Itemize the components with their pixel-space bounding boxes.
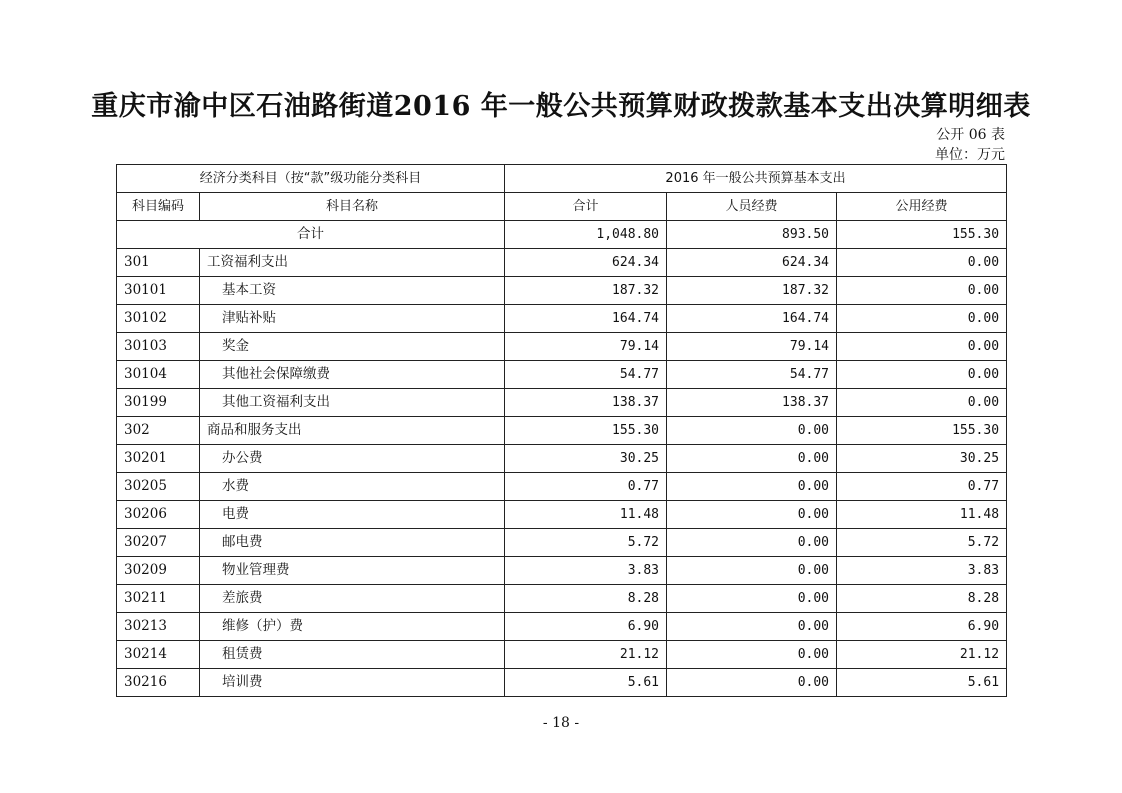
table-row [117,501,1007,529]
table-row [117,277,1007,305]
total-row-personnel: 893.50 [667,221,837,249]
cell-public: 21.12 [837,641,1007,669]
cell-name: 邮电费 [200,529,505,557]
cell-public: 3.83 [837,557,1007,585]
cell-total: 187.32 [505,277,667,305]
cell-total: 5.61 [505,669,667,697]
table-code: 公开 06 表 [936,127,1005,143]
group-header-row [117,165,1007,193]
cell-code: 30102 [117,305,200,333]
cell-total: 0.77 [505,473,667,501]
cell-total: 8.28 [505,585,667,613]
table-body [117,165,1007,697]
cell-code: 30199 [117,389,200,417]
cell-code: 30101 [117,277,200,305]
group-header-expenditure: 2016 年一般公共预算基本支出 [505,165,1007,193]
cell-total: 5.72 [505,529,667,557]
cell-total: 6.90 [505,613,667,641]
cell-public: 0.00 [837,277,1007,305]
cell-total: 30.25 [505,445,667,473]
cell-code: 30201 [117,445,200,473]
cell-public: 0.00 [837,361,1007,389]
cell-personnel: 0.00 [667,613,837,641]
table-row [117,389,1007,417]
cell-total: 21.12 [505,641,667,669]
cell-name: 维修（护）费 [200,613,505,641]
table-row [117,249,1007,277]
cell-personnel: 138.37 [667,389,837,417]
table-row [117,445,1007,473]
cell-personnel: 624.34 [667,249,837,277]
cell-code: 30216 [117,669,200,697]
cell-name: 办公费 [200,445,505,473]
cell-code: 30103 [117,333,200,361]
cell-total: 3.83 [505,557,667,585]
cell-total: 164.74 [505,305,667,333]
cell-name: 租赁费 [200,641,505,669]
cell-name: 其他工资福利支出 [200,389,505,417]
column-header-code: 科目编码 [117,193,200,221]
cell-code: 30205 [117,473,200,501]
cell-name: 电费 [200,501,505,529]
cell-personnel: 0.00 [667,445,837,473]
cell-public: 8.28 [837,585,1007,613]
cell-total: 624.34 [505,249,667,277]
cell-personnel: 164.74 [667,305,837,333]
cell-personnel: 0.00 [667,529,837,557]
cell-total: 155.30 [505,417,667,445]
cell-personnel: 0.00 [667,501,837,529]
cell-public: 6.90 [837,613,1007,641]
cell-personnel: 0.00 [667,669,837,697]
cell-personnel: 0.00 [667,641,837,669]
cell-total: 54.77 [505,361,667,389]
table-row [117,417,1007,445]
cell-code: 30214 [117,641,200,669]
cell-personnel: 54.77 [667,361,837,389]
total-row-label: 合计 [117,221,505,249]
table-row [117,613,1007,641]
total-row-public: 155.30 [837,221,1007,249]
cell-name: 津贴补贴 [200,305,505,333]
table-row [117,669,1007,697]
table-row [117,473,1007,501]
table-row [117,585,1007,613]
page-number: - 18 - [542,715,580,731]
table-row [117,333,1007,361]
cell-public: 0.77 [837,473,1007,501]
total-row [117,221,1007,249]
cell-personnel: 0.00 [667,473,837,501]
cell-code: 30213 [117,613,200,641]
cell-public: 5.61 [837,669,1007,697]
cell-name: 物业管理费 [200,557,505,585]
unit-label: 单位：万元 [935,147,1005,163]
group-header-classification: 经济分类科目（按“款”级功能分类科目 [117,165,505,193]
cell-name: 奖金 [200,333,505,361]
cell-code: 302 [117,417,200,445]
cell-name: 工资福利支出 [200,249,505,277]
table-row [117,305,1007,333]
cell-code: 30206 [117,501,200,529]
total-row-total: 1,048.80 [505,221,667,249]
cell-total: 138.37 [505,389,667,417]
column-header-total: 合计 [505,193,667,221]
cell-code: 30104 [117,361,200,389]
cell-public: 0.00 [837,333,1007,361]
table-row [117,641,1007,669]
cell-personnel: 187.32 [667,277,837,305]
cell-personnel: 0.00 [667,585,837,613]
cell-public: 0.00 [837,389,1007,417]
cell-public: 11.48 [837,501,1007,529]
cell-code: 30207 [117,529,200,557]
cell-name: 基本工资 [200,277,505,305]
cell-public: 0.00 [837,249,1007,277]
cell-personnel: 0.00 [667,557,837,585]
cell-name: 培训费 [200,669,505,697]
cell-name: 水费 [200,473,505,501]
cell-public: 155.30 [837,417,1007,445]
cell-total: 79.14 [505,333,667,361]
column-header-public: 公用经费 [837,193,1007,221]
column-header-personnel: 人员经费 [667,193,837,221]
cell-public: 0.00 [837,305,1007,333]
cell-code: 30211 [117,585,200,613]
page-title: 重庆市渝中区石油路街道2016 年一般公共预算财政拨款基本支出决算明细表 [91,91,1031,122]
cell-total: 11.48 [505,501,667,529]
cell-public: 5.72 [837,529,1007,557]
table-row [117,557,1007,585]
cell-code: 30209 [117,557,200,585]
column-header-name: 科目名称 [200,193,505,221]
cell-personnel: 0.00 [667,417,837,445]
cell-code: 301 [117,249,200,277]
cell-name: 其他社会保障缴费 [200,361,505,389]
table-row [117,361,1007,389]
column-header-row [117,193,1007,221]
budget-table [116,164,1007,697]
table-row [117,529,1007,557]
cell-name: 差旅费 [200,585,505,613]
cell-personnel: 79.14 [667,333,837,361]
cell-name: 商品和服务支出 [200,417,505,445]
cell-public: 30.25 [837,445,1007,473]
